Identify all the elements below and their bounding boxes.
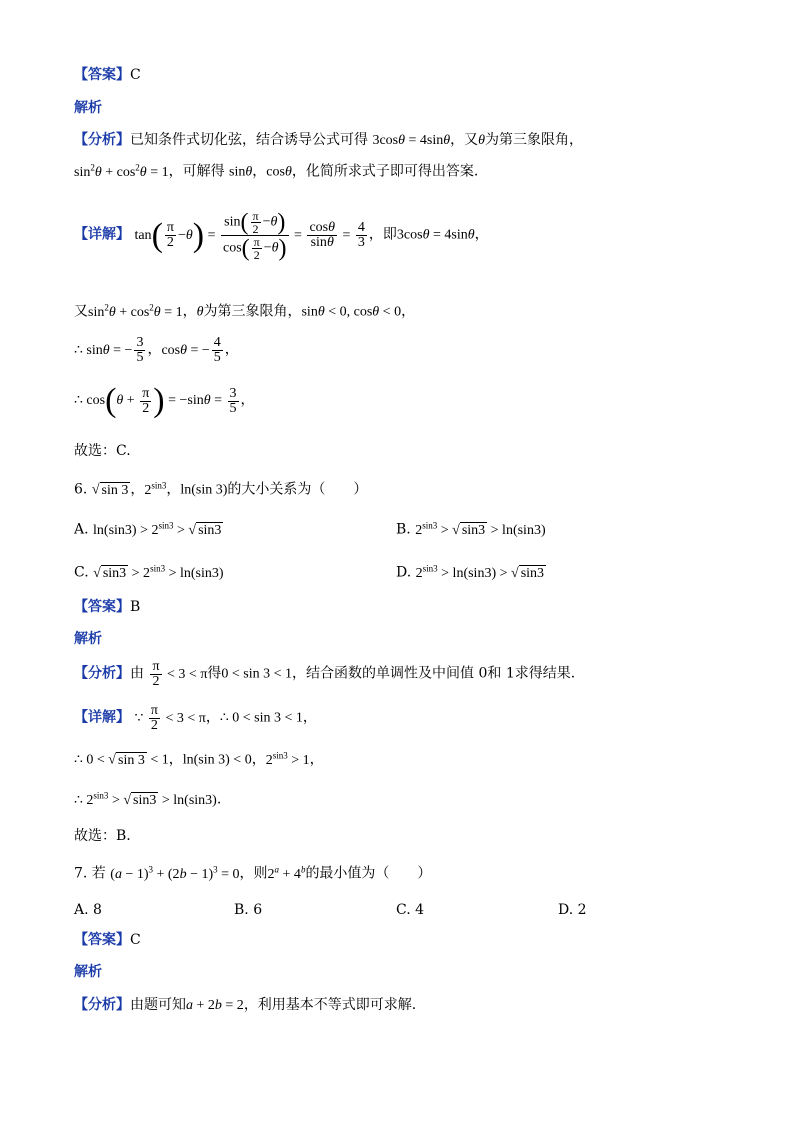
math: $2^{sin3} > 1$ [265,750,310,768]
q6-option-d: D. $2^{sin3} > \ln(\sin 3)$ > √ sin3 [396,563,545,581]
q5-choose: 故选：C. [74,443,131,459]
math: ∴ cos(θ + $\frac{\pi}{2}$ ) = −sinθ = $\frac{3}{5}$ [74,382,237,419]
math: $\sin^2\theta + \cos^2\theta = 1$ [74,162,169,180]
q7-option-a: A. 8 [74,902,102,918]
math: 3cosθ = 4sinθ [396,227,475,243]
q6-stem: 6. √ sin 3 ，$2^{sin3}$，ln(sin 3)的大小关系为（ ） [74,480,368,498]
math: √ $\sin 3 > 2^{sin3} > \ln(\sin 3)$ [93,563,224,581]
math: $2^a + 4^b$ [267,864,306,882]
math: $\sin^2\theta + \cos^2\theta = 1$ [88,302,183,320]
q7-option-b: B. 6 [234,902,263,918]
q6-option-b: B. $2^{sin3}$ > √ sin3 > ln(sin3) [396,520,546,538]
math: $2^{sin3}$ > √ sin3 > ln(sin3) [415,520,546,538]
math: ∴ $2^{sin3}$ > √ sin3 > ln(sin3) [74,790,217,808]
q6-option-a: A. $\ln(\sin 3) > 2^{sin3}$ > √ sin3 [74,520,222,538]
q6-option-c: C. √ $\sin 3 > 2^{sin3} > \ln(\sin 3)$ [74,563,224,581]
math: ∴ 0 < √ sin 3 < 1 [74,752,169,768]
q6-detail-2: ∴ 0 < √ sin 3 < 1，ln(sin 3) < 0，$2^{sin3} > 1$， [74,750,324,768]
math: $\ln(\sin 3) > 2^{sin3}$ > √ sin3 [93,520,222,538]
math: $2^{sin3} > \ln(\sin 3)$ > √ sin3 [415,563,545,581]
q7-option-d: D. 2 [558,902,587,918]
q5-answer-line: 【答案】C [74,67,141,83]
math: ln(sin 3) [180,482,228,498]
q7-analysis: 【分析】由题可知a + 2b = 2，利用基本不等式即可求解. [74,997,417,1013]
math: tan( $\frac{\pi}{2}$ −θ) = sin( $\frac{\pi}{2}$ −θ) cos( $\frac{\pi}{2}$ −θ) = $\frac{\cos\theta}{\sin\theta}$ = $\frac{4}{3}$ [134,209,365,262]
math: $\frac{\pi}{2}$ < 3 < π [152,659,208,689]
q5-jiexi: 解析 [74,100,102,116]
q5-line-4: ∴ sinθ = − $\frac{3}{5}$ ，cosθ = − $\frac{4}{5}$ ， [74,335,239,365]
math: ∴ 0 < sin 3 < 1 [219,710,303,726]
math: 0 < sin 3 < 1 [221,666,293,682]
q5-analysis-2: $\sin^2\theta + \cos^2\theta = 1$，可解得 sinθ，cosθ，化简所求式子即可得出答案. [74,162,479,180]
q5-analysis-1: 【分析】已知条件式切化弦，结合诱导公式可得 3cosθ = 4sinθ，又θ为第三象限角， [74,132,584,148]
math: sinθ < 0, cosθ < 0 [301,304,402,320]
q6-detail-3: ∴ $2^{sin3}$ > √ sin3 > ln(sin3). [74,790,222,808]
math: sinθ [229,164,253,180]
math: $(a - 1)^3 + (2b - 1)^3 = 0$ [110,864,240,882]
math: 3cosθ = 4sinθ [372,133,451,148]
q6-answer-line: 【答案】B [74,599,141,615]
q6-choose: 故选：B. [74,828,131,844]
q5-line-5: ∴ cos(θ + $\frac{\pi}{2}$ ) = −sinθ = $\frac{3}{5}$ ， [74,382,255,419]
q7-jiexi: 解析 [74,964,102,980]
math: ∵ $\frac{\pi}{2}$ < 3 < π [134,703,206,733]
q5-line-3: 又$\sin^2\theta + \cos^2\theta = 1$，θ为第三象限角，sinθ < 0, cosθ < 0， [74,302,416,320]
math: a + 2b = 2 [186,998,244,1013]
q5-detail-1: 【详解】 tan( $\frac{\pi}{2}$ −θ) = sin( $\frac{\pi}{2}$ −θ) cos( $\frac{\pi}{2}$ −θ) = $\frac{\cos\theta}{\sin\theta}$ = $\frac{4}{3}$ ，即3cosθ = 4sinθ， [74,209,489,262]
q6-detail-1: 【详解】 ∵ $\frac{\pi}{2}$ < 3 < π，∴ 0 < sin 3 < 1， [74,703,317,733]
math: √ sin 3 [91,482,129,498]
q7-stem: 7. 若 $(a - 1)^3 + (2b - 1)^3 = 0$，则$2^a + 4^b$的最小值为（ ） [74,864,432,882]
math: cosθ [266,164,292,180]
q6-jiexi: 解析 [74,631,102,647]
q6-analysis: 【分析】由 $\frac{\pi}{2}$ < 3 < π得0 < sin 3 < 1，结合函数的单调性及中间值 0和 1求得结果. [74,659,576,689]
math: $2^{sin3}$ [144,480,167,498]
math: ln(sin 3) < 0 [182,752,252,768]
math: ∴ sinθ = − $\frac{3}{5}$ [74,335,144,365]
math: cosθ = − $\frac{4}{5}$ [161,335,221,365]
q7-answer-line: 【答案】C [74,932,141,948]
q7-option-c: C. 4 [396,902,425,918]
